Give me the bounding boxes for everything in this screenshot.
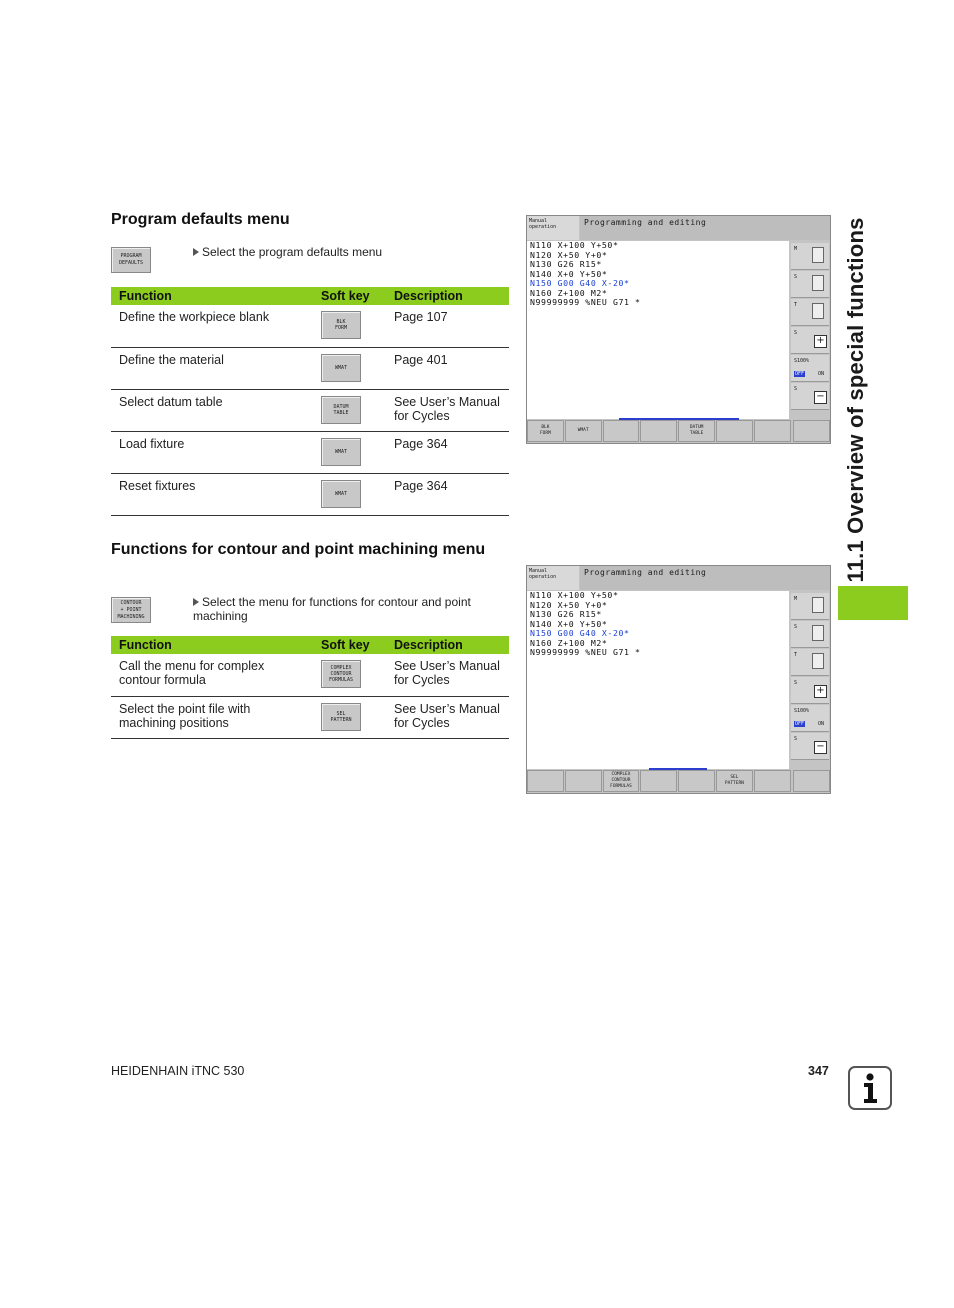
program-line: N130 G26 R15* <box>530 609 602 619</box>
program-line: N150 G00 G40 X-20* <box>530 278 630 288</box>
program-line: N130 G26 R15* <box>530 259 602 269</box>
instruction-text: Select the program defaults menu <box>202 245 383 259</box>
softkey-label-line: CONTOUR <box>330 671 352 677</box>
softkey-label-line: FORM <box>539 431 551 436</box>
side-softkey-label: S100% <box>794 708 810 714</box>
bottom-softkey[interactable] <box>678 420 715 442</box>
program-defaults-softkey[interactable] <box>111 247 151 273</box>
program-line: N110 X+100 Y+50* <box>530 240 619 250</box>
softkey-label-line: DATUM <box>333 403 349 410</box>
softkey-label-line: DATUM <box>689 425 704 430</box>
softkey-label-line: SEL <box>730 775 739 780</box>
bottom-softkey[interactable] <box>527 770 564 792</box>
softkey-label-line: BLK <box>336 319 346 325</box>
side-softkey[interactable] <box>791 649 829 676</box>
side-softkey[interactable] <box>791 299 829 326</box>
softkey-label-line: PROGRAM <box>120 253 142 259</box>
softkey-label-line: FORMULAS <box>610 784 632 789</box>
softkey-label-line: COMPLEX <box>611 772 631 777</box>
col-header-description: Description <box>386 287 509 305</box>
softkey-label-line: TABLE <box>689 431 704 436</box>
arrow-right-icon <box>193 598 199 606</box>
bottom-softkey[interactable] <box>716 770 753 792</box>
screen-title: Programming and editing <box>580 216 830 240</box>
side-softkey-label: S100% <box>794 358 810 364</box>
bottom-softkey[interactable] <box>754 420 791 442</box>
minus-icon: − <box>814 391 827 404</box>
side-softkey-label: S <box>794 624 798 630</box>
program-line: N150 G00 G40 X-20* <box>530 628 630 638</box>
program-line: N140 X+0 Y+50* <box>530 618 608 629</box>
active-softkey-indicator <box>619 418 739 420</box>
col-header-softkey: Soft key <box>313 287 386 305</box>
table-softkey[interactable] <box>321 703 361 731</box>
chapter-tab-marker <box>838 586 908 620</box>
softkey-label-line: operation <box>529 574 557 580</box>
table-softkey[interactable] <box>321 438 361 466</box>
table-row <box>111 654 509 696</box>
softkey-cell <box>313 305 386 347</box>
description-cell: See User’s Manual for Cycles <box>386 389 509 431</box>
function-cell: Select the point file with machining positions <box>111 696 313 738</box>
side-softkey[interactable] <box>791 677 829 704</box>
description-cell: See User’s Manual for Cycles <box>386 654 509 696</box>
bottom-softkey-bar <box>527 770 830 793</box>
bottom-softkey[interactable] <box>640 420 677 442</box>
function-cell: Select datum table <box>111 389 313 431</box>
col-header-function: Function <box>111 287 313 305</box>
softkey-label-line: PATTERN <box>330 716 352 723</box>
col-header-description: Description <box>386 636 509 654</box>
function-cell: Define the workpiece blank <box>111 305 313 347</box>
side-softkey-label: S <box>794 386 798 392</box>
chapter-side-title <box>838 210 874 590</box>
table-row <box>111 696 509 738</box>
side-softkey[interactable] <box>791 243 829 270</box>
softkey-label-line: MACHINING <box>117 613 145 620</box>
side-softkey-label: T <box>794 302 798 308</box>
softkey-cell <box>313 389 386 431</box>
program-defaults-table <box>111 287 509 516</box>
table-row <box>111 347 509 389</box>
bottom-softkey-bar <box>527 420 830 443</box>
softkey-cell <box>313 473 386 515</box>
tool-icon <box>812 303 824 319</box>
col-header-softkey: Soft key <box>313 636 386 654</box>
plus-icon: + <box>814 685 827 698</box>
softkey-label-line: COMPLEX <box>330 665 352 671</box>
table-row <box>111 473 509 515</box>
instruction-program-defaults <box>193 245 503 259</box>
side-softkey[interactable] <box>791 621 829 648</box>
side-softkey-label: S <box>794 680 798 686</box>
table-softkey[interactable] <box>321 354 361 382</box>
tool-icon <box>812 275 824 291</box>
bottom-softkey[interactable] <box>640 770 677 792</box>
chapter-side-title-text: 11.1 Overview of special functions <box>843 217 868 583</box>
softkey-label-line: WMAT <box>577 428 589 433</box>
bottom-softkey[interactable] <box>603 770 640 792</box>
active-softkey-indicator <box>649 768 707 770</box>
arrow-right-icon <box>193 248 199 256</box>
off-label: OFF <box>795 721 805 727</box>
side-softkey[interactable] <box>791 383 829 410</box>
program-line: N120 X+50 Y+0* <box>530 599 608 610</box>
tool-icon <box>812 653 824 669</box>
softkey-cell <box>313 654 386 696</box>
table-row <box>111 431 509 473</box>
off-label: OFF <box>795 371 805 377</box>
softkey-label-line: DEFAULTS <box>118 260 144 266</box>
program-line: N110 X+100 Y+50* <box>530 590 619 600</box>
description-cell: Page 364 <box>386 473 509 515</box>
softkey-label-line: TABLE <box>333 409 349 416</box>
mode-label <box>527 216 579 240</box>
program-line: N99999999 %NEU G71 * <box>530 647 641 657</box>
description-cell: See User’s Manual for Cycles <box>386 696 509 738</box>
program-line: N99999999 %NEU G71 * <box>530 297 641 307</box>
bottom-softkey[interactable] <box>565 420 602 442</box>
table-row <box>111 305 509 347</box>
instruction-text: Select the menu for functions for contour and point machining <box>193 595 471 623</box>
tool-icon <box>812 597 824 613</box>
softkey-label-line: FORMULAS <box>328 677 354 683</box>
program-line: N140 X+0 Y+50* <box>530 268 608 279</box>
section-heading-contour-point: Functions for contour and point machining menu <box>111 541 486 558</box>
col-header-function: Function <box>111 636 313 654</box>
softkey-label-line: CONTOUR <box>611 778 631 783</box>
softkey-label-line: WMAT <box>334 364 348 371</box>
tool-icon <box>812 247 824 263</box>
side-softkey-label: S <box>794 330 798 336</box>
bottom-softkey-extra[interactable] <box>793 420 830 442</box>
side-softkey[interactable] <box>791 733 829 760</box>
program-line: N120 X+50 Y+0* <box>530 249 608 260</box>
description-cell: Page 107 <box>386 305 509 347</box>
table-softkey[interactable] <box>321 311 361 339</box>
program-listing <box>527 241 789 419</box>
info-glyph <box>850 1068 890 1108</box>
function-cell: Define the material <box>111 347 313 389</box>
side-softkey-bar <box>791 241 830 419</box>
side-softkey-label: T <box>794 652 798 658</box>
side-softkey-bar <box>791 591 830 769</box>
softkey-label-line: Manual <box>529 568 548 574</box>
side-softkey[interactable] <box>791 355 829 382</box>
section-heading-program-defaults: Program defaults menu <box>111 211 290 228</box>
mode-label <box>527 566 579 590</box>
info-icon <box>848 1066 892 1110</box>
footer-product: HEIDENHAIN iTNC 530 <box>111 1064 245 1078</box>
side-softkey[interactable] <box>791 593 829 620</box>
contour-point-table <box>111 636 509 739</box>
side-softkey-label: S <box>794 274 798 280</box>
softkey-label-line: + POINT <box>120 606 142 613</box>
softkey-label-line: PATTERN <box>724 781 744 786</box>
page-number: 347 <box>808 1064 829 1078</box>
function-cell: Reset fixtures <box>111 473 313 515</box>
bottom-softkey[interactable] <box>754 770 791 792</box>
bottom-softkey[interactable] <box>716 420 753 442</box>
side-softkey[interactable] <box>791 327 829 354</box>
softkey-cell <box>313 431 386 473</box>
softkey-cell <box>313 696 386 738</box>
bottom-softkey[interactable] <box>527 420 564 442</box>
side-softkey[interactable] <box>791 705 829 732</box>
softkey-label-line: operation <box>529 224 557 230</box>
description-cell: Page 364 <box>386 431 509 473</box>
function-cell: Load fixture <box>111 431 313 473</box>
side-softkey[interactable] <box>791 271 829 298</box>
side-softkey-label: M <box>794 246 798 252</box>
softkey-cell <box>313 347 386 389</box>
side-softkey-label: S <box>794 736 798 742</box>
on-label: ON <box>818 371 825 377</box>
softkey-label-line: CONTOUR <box>120 599 142 606</box>
bottom-softkey[interactable] <box>678 770 715 792</box>
program-line: N160 Z+100 M2* <box>530 637 608 648</box>
control-screenshot-program-defaults <box>526 215 831 444</box>
softkey-label-line: Manual <box>529 218 548 224</box>
bottom-softkey-extra[interactable] <box>793 770 830 792</box>
softkey-label-line: WMAT <box>334 448 348 455</box>
softkey-label-line: BLK <box>541 425 550 430</box>
table-row <box>111 389 509 431</box>
program-line: N160 Z+100 M2* <box>530 287 608 298</box>
minus-icon: − <box>814 741 827 754</box>
description-cell: Page 401 <box>386 347 509 389</box>
softkey-label-line: WMAT <box>334 490 348 497</box>
instruction-contour-point <box>193 595 503 623</box>
softkey-label-line: SEL <box>336 710 346 717</box>
function-cell: Call the menu for complex contour formula <box>111 654 313 696</box>
contour-point-machining-softkey[interactable] <box>111 597 151 623</box>
side-softkey-label: M <box>794 596 798 602</box>
bottom-softkey[interactable] <box>565 770 602 792</box>
plus-icon: + <box>814 335 827 348</box>
table-softkey[interactable] <box>321 660 361 688</box>
tool-icon <box>812 625 824 641</box>
table-softkey[interactable] <box>321 480 361 508</box>
on-label: ON <box>818 721 825 727</box>
table-softkey[interactable] <box>321 396 361 424</box>
softkey-label-line: FORM <box>334 325 348 331</box>
bottom-softkey[interactable] <box>603 420 640 442</box>
screen-title: Programming and editing <box>580 566 830 590</box>
control-screenshot-contour-point <box>526 565 831 794</box>
program-listing <box>527 591 789 769</box>
